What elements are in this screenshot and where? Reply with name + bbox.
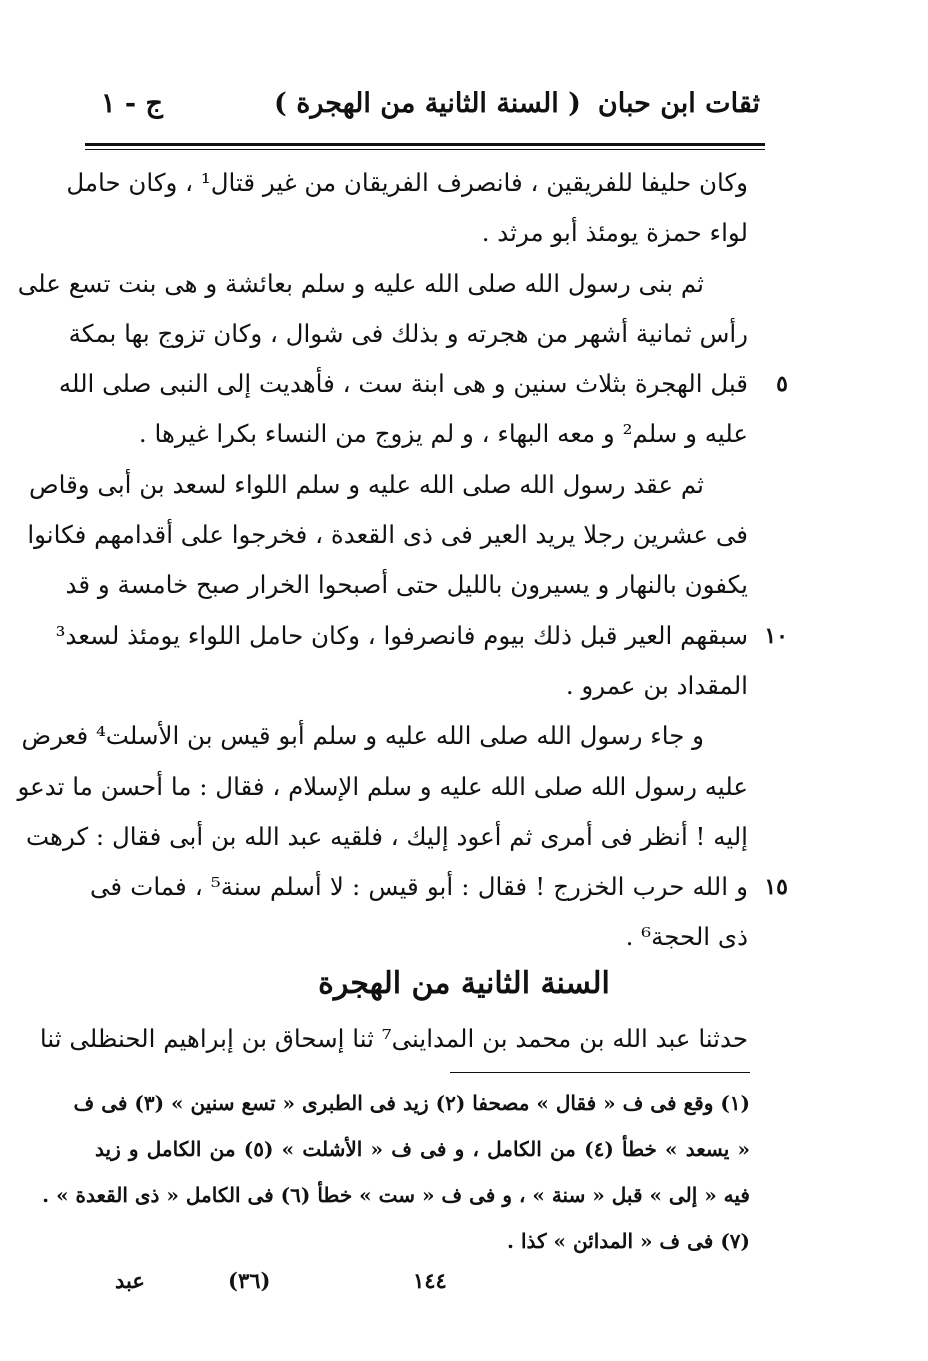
text-line [17,762,748,812]
footnotes [42,1080,750,1264]
line-text: سبقهم العير قبل ذلك بيوم فانصرفوا ، وكان حامل اللواء يومئذ لسعد³ [55,620,748,650]
section-title: ( السنة الثانية من الهجرة ) [274,88,581,119]
book-title: ثقات ابن حبان [597,88,760,119]
footnote-line: (١) وقع فى ف « فقال » مصحفا (٢) زيد فى الطبرى « تسع سنين » (٣) فى ف [73,1091,750,1115]
line-text: فى عشرين رجلا يريد العير فى ذى القعدة ، فخرجوا على أقدامهم فكانوا [27,520,748,550]
text-line [65,560,748,610]
text-line [55,611,788,661]
text-line [90,409,748,459]
text-line [90,661,748,711]
line-text: ذى الحجة⁶ . [625,922,748,952]
volume-number: ج - ١ [101,88,163,119]
page-footer [95,1268,755,1308]
line-text: رأس ثمانية أشهر من هجرته و بذلك فى شوال ، وكان تزوج بها بمكة [68,318,748,348]
line-text: ثم عقد رسول الله صلى الله عليه و سلم اللواء لسعد بن أبى وقاص [29,469,704,499]
footnote-line: فيه « إلى » قبل « سنة » ، و فى ف « ست » خطأ (٦) فى الكامل « ذى القعدة » . [42,1183,750,1207]
main-text [17,158,788,963]
text-line [27,510,748,560]
text-line [29,460,748,510]
text-line [68,309,748,359]
text-line [58,359,788,409]
line-text: ثم بنى رسول الله صلى الله عليه و سلم بعائشة و هى بنت تسع على [17,268,704,298]
line-number: ١٠ [764,622,788,649]
line-text: يكفون بالنهار و يسيرون بالليل حتى أصبحوا الخرار صبح خامسة و قد [65,570,748,600]
page-number: ١٤٤ [413,1268,447,1293]
text-line [25,812,748,862]
header-rule-thick [85,143,765,146]
text-line [90,862,788,912]
text-line [66,158,748,208]
text-line [90,208,748,258]
line-text: قبل الهجرة بثلاث سنين و هى ابنة ست ، فأهديت إلى النبى صلى الله [58,369,748,399]
footnote-rule [450,1072,750,1073]
line-number: ٥ [776,371,788,398]
header-rule-thin [85,149,765,150]
bracket-number: (٣٦) [228,1268,271,1293]
line-text: وكان حليفا للفريقين ، فانصرف الفريقان من غير قتال¹ ، وكان حامل [66,168,748,197]
text-line [21,711,748,761]
line-text: و الله حرب الخزرج ! فقال : أبو قيس : لا أسلم سنة⁵ ، فمات فى [90,872,748,902]
line-text: عليه و سلم² و معه البهاء ، و لم يزوج من النساء بكرا غيرها . [138,419,748,449]
footnote-line: (٧) فى ف « المدائن » كذا . [507,1229,750,1253]
line-text: المقداد بن عمرو . [565,670,748,700]
footnote-line: « يسعد » خطأ (٤) من الكامل ، و فى ف « الأشلت » (٥) من الكامل و زيد [95,1137,750,1161]
line-text: عليه رسول الله صلى الله عليه و سلم الإسلام ، فقال : ما أحسن ما تدعو [17,771,748,801]
line-number: ١٥ [764,874,788,901]
text-line [17,259,748,309]
line-text: و جاء رسول الله صلى الله عليه و سلم أبو قيس بن الأسلت⁴ فعرض [21,721,704,751]
line-text: إليه ! أنظر فى أمرى ثم أعود إليك ، فلقيه عبد الله بن أبى فقال : كرهت [25,821,748,851]
text-line-final: حدثنا عبد الله بن محمد بن المداينى⁷ ثنا إسحاق بن إبراهيم الحنظلى ثنا [39,1024,748,1053]
catchword: عبد [115,1268,145,1293]
running-header [95,82,760,132]
section-heading: السنة الثانية من الهجرة [318,966,610,1001]
line-text: لواء حمزة يومئذ أبو مرثد . [481,218,748,248]
